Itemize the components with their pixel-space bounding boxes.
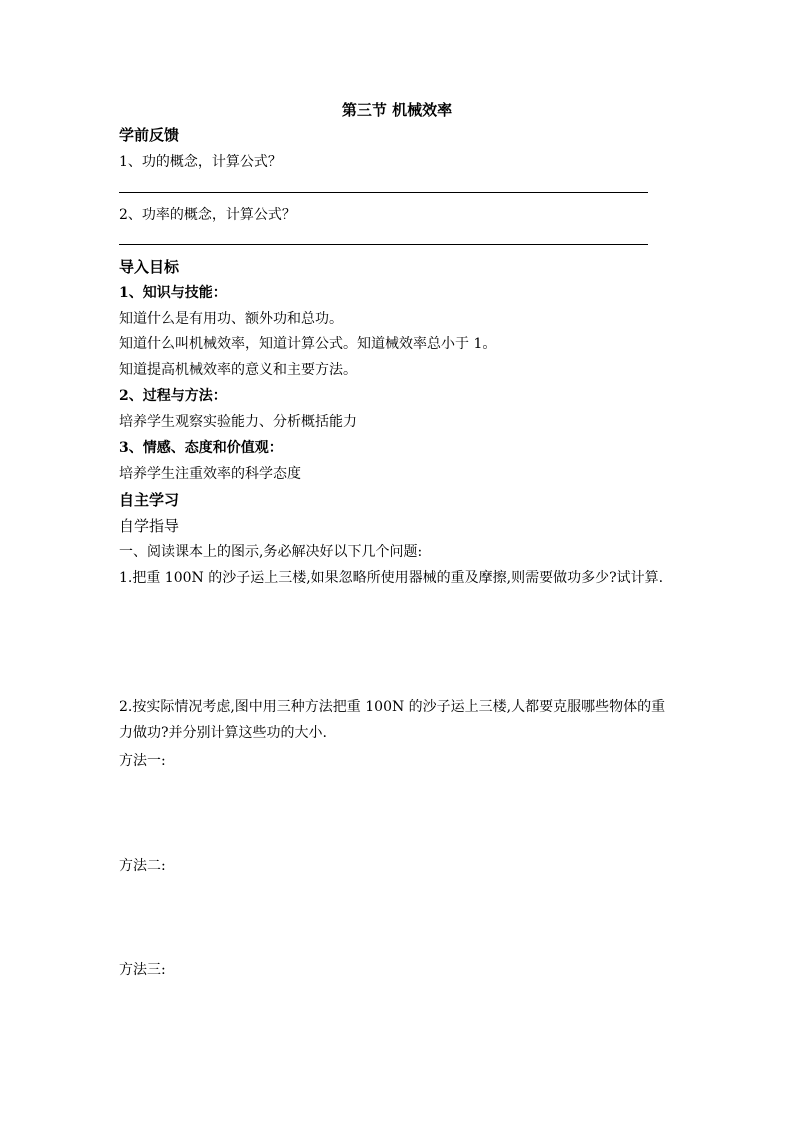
answer-line-2[interactable] [119,244,648,245]
knowledge-item-3: 知道提高机械效率的意义和主要方法。 [119,362,357,378]
method-one-label: 方法一: [119,753,166,769]
self-study-heading: 自主学习 [119,491,180,509]
self-study-guide: 自学指导 [119,517,180,535]
method-three-label: 方法三: [119,962,166,978]
emotion-item: 培养学生注重效率的科学态度 [119,466,301,482]
knowledge-item-1: 知道什么是有用功、额外功和总功。 [119,311,343,327]
self-study-intro: 一、阅读课本上的图示,务必解决好以下几个问题: [119,544,423,560]
process-item: 培养学生观察实验能力、分析概括能力 [119,414,357,430]
emotion-heading: 3、情感、态度和价值观： [119,440,283,456]
process-heading: 2、过程与方法： [119,388,227,404]
objectives-heading: 导入目标 [119,258,180,276]
knowledge-heading: 1、知识与技能： [119,285,227,301]
self-study-question-2: 2.按实际情况考虑,图中用三种方法把重 100N 的沙子运上三楼,人都要克服哪些物体的重力做功?并分别计算这些功的大小. [119,699,666,741]
self-study-question-1: 1.把重 100N 的沙子运上三楼,如果忽略所使用器械的重及摩擦,则需要做功多少?试计算. [119,570,664,586]
knowledge-item-2: 知道什么叫机械效率，知道计算公式。知道械效率总小于 1。 [119,336,497,352]
answer-line-1[interactable] [119,192,648,193]
page-title: 第三节 机械效率 [341,101,453,119]
preview-question-1: 1、功的概念，计算公式？ [119,154,282,170]
method-two-label: 方法二: [119,858,166,874]
preview-heading: 学前反馈 [119,126,180,144]
preview-question-2: 2、功率的概念，计算公式？ [119,207,296,223]
